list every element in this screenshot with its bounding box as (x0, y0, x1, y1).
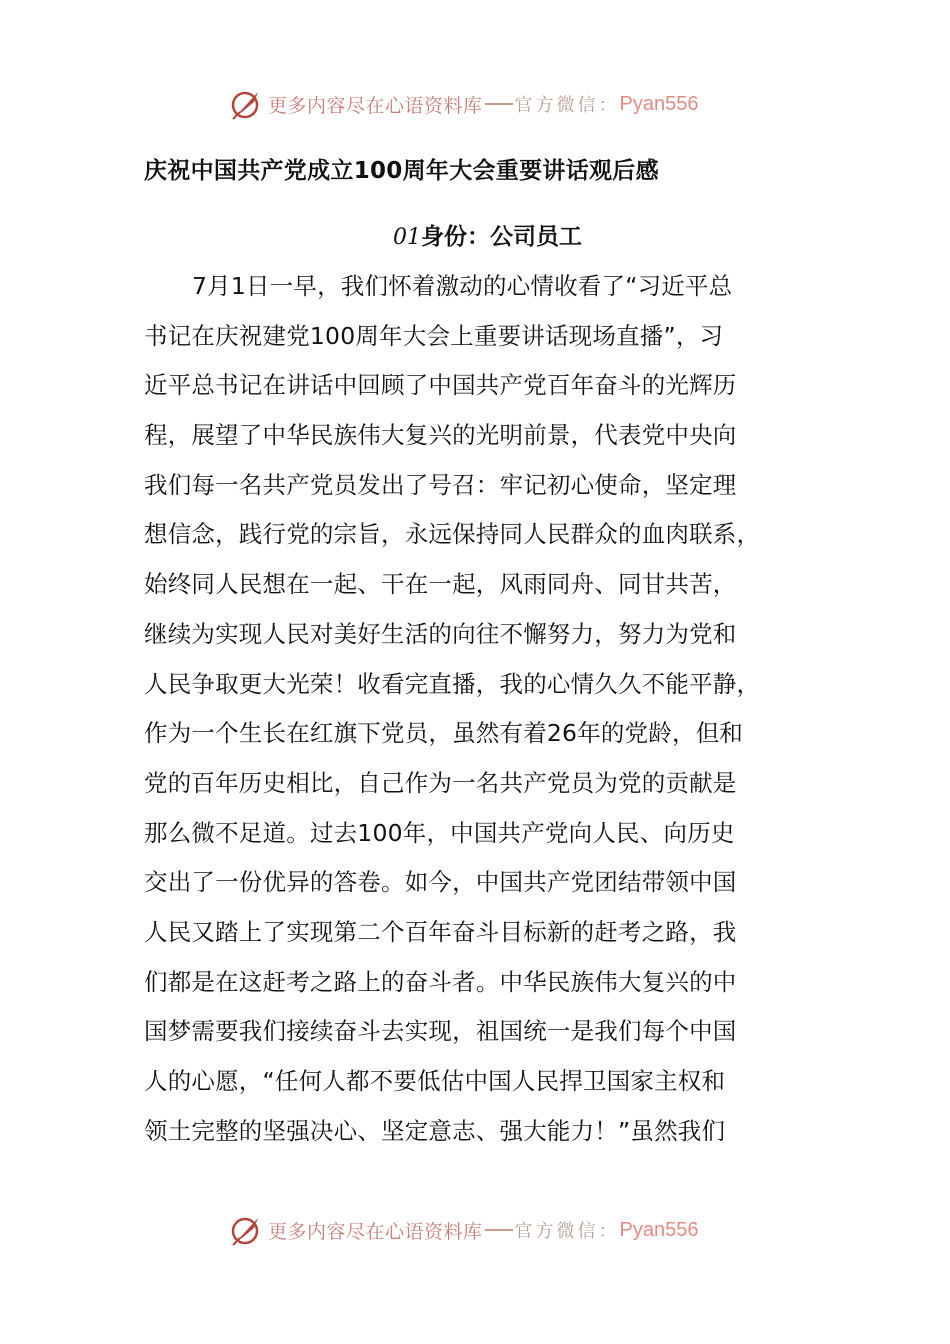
watermark-wechat-id: Pyan556 (619, 1218, 699, 1241)
body-line: 我们每一名共产党员发出了号召：牢记初心使命，坚定理 (144, 470, 737, 499)
watermark-text: 更多内容尽在心语资料库 (268, 1220, 483, 1243)
body-line: 作为一个生长在红旗下党员，虽然有着26年的党龄，但和 (144, 719, 744, 748)
quill-logo-icon (228, 86, 264, 122)
body-line: 国梦需要我们接续奋斗去实现，祖国统一是我们每个中国 (144, 1017, 737, 1046)
body-line: 想信念，践行党的宗旨，永远保持同人民群众的血肉联系， (144, 520, 761, 549)
body-line: 那么微不足道。过去100年，中国共产党向人民、向历史 (144, 818, 735, 847)
body-line: 党的百年历史相比，自己作为一名共产党员为党的贡献是 (144, 768, 737, 797)
body-line: 始终同人民想在一起、干在一起，风雨同舟、同甘共苦， (144, 570, 737, 599)
watermark-divider (485, 103, 513, 105)
body-line: 人民争取更大光荣！收看完直播，我的心情久久不能平静， (144, 669, 761, 698)
footer-watermark (228, 1210, 698, 1250)
body-line: 继续为实现人民对美好生活的向往不懈努力，努力为党和 (144, 619, 737, 648)
document-title: 庆祝中国共产党成立100周年大会重要讲话观后感 (144, 158, 659, 184)
quill-logo-icon (228, 1212, 264, 1248)
body-line: 领土完整的坚强决心、坚定意志、强大能力！”虽然我们 (144, 1116, 726, 1145)
watermark-label: 官方微信： (514, 1221, 620, 1242)
body-line: 程，展望了中华民族伟大复兴的光明前景，代表党中央向 (144, 421, 737, 450)
watermark-label: 官方微信： (514, 95, 620, 116)
body-line: 书记在庆祝建党100周年大会上重要讲话现场直播”，习 (144, 321, 724, 350)
watermark-wechat-id: Pyan556 (619, 92, 699, 115)
section-title: 身份：公司员工 (421, 224, 582, 250)
header-watermark (228, 84, 698, 124)
section-heading (393, 218, 582, 251)
body-line: 人民又踏上了实现第二个百年奋斗目标新的赶考之路，我 (144, 917, 737, 946)
section-number: 01 (393, 225, 421, 250)
body-line: 7月1日一早，我们怀着激动的心情收看了“习近平总 (192, 272, 733, 300)
body-line: 交出了一份优异的答卷。如今，中国共产党团结带领中国 (144, 868, 737, 897)
body-paragraph (144, 262, 824, 1156)
watermark-divider (485, 1229, 513, 1231)
body-line: 人的心愿，“任何人都不要低估中国人民捍卫国家主权和 (144, 1067, 726, 1095)
watermark-text: 更多内容尽在心语资料库 (268, 94, 483, 117)
body-line: 们都是在这赶考之路上的奋斗者。中华民族伟大复兴的中 (144, 967, 737, 996)
body-line: 近平总书记在讲话中回顾了中国共产党百年奋斗的光辉历 (144, 371, 737, 400)
